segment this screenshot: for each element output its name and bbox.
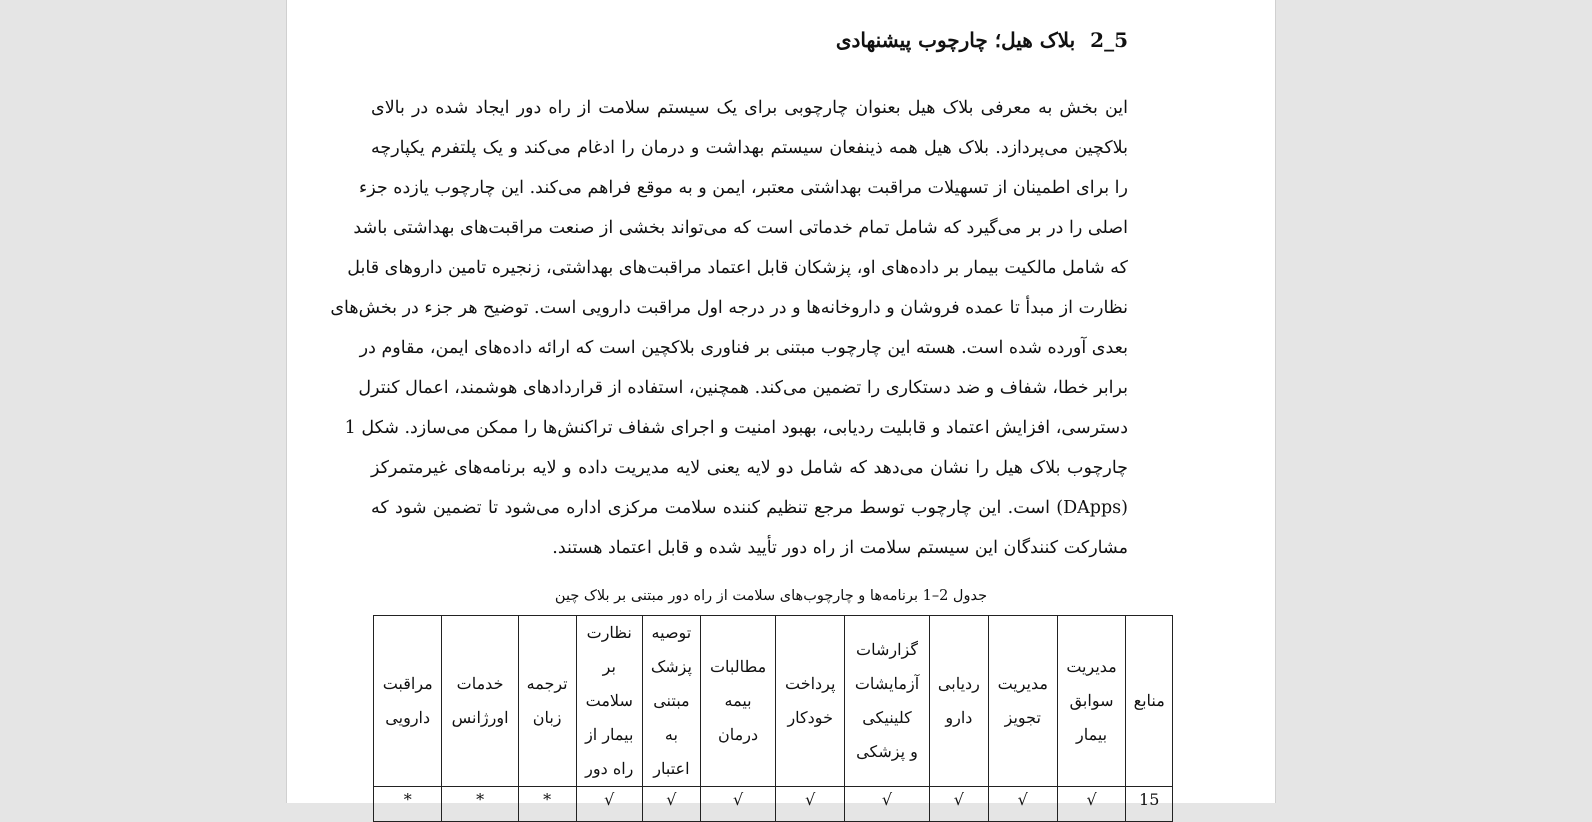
table-header-text: مطالبات (709, 657, 767, 676)
table-header-text: راه دور (585, 759, 634, 778)
table-caption-text: جدول 2–1 برنامه‌ها و چارچوب‌های سلامت از راه دور مبتنی بر بلاک چین (554, 588, 988, 604)
table-cell: √ (929, 787, 988, 822)
section-number: 5_2 (1090, 28, 1128, 52)
table-cell: √ (988, 787, 1057, 822)
table-header-text: دارویی (385, 708, 431, 727)
table-cell: * (442, 787, 518, 822)
table-body (374, 787, 1173, 822)
table-cell: √ (576, 787, 642, 822)
table-header-text: نظارت (586, 623, 632, 642)
table-header-text: زبان (532, 708, 562, 727)
table-header-cell (845, 616, 930, 787)
table-header-cell (929, 616, 988, 787)
table-header-cell (642, 616, 700, 787)
table-cell: * (374, 787, 442, 822)
table-cell: √ (845, 787, 930, 822)
table-header-text: درمان (718, 725, 759, 744)
paragraph-line: بعدی آورده شده است. هسته این چارچوب مبتنی بر فناوری بلاکچین است که ارائه داده‌های ایمن، مقاوم در (359, 338, 1128, 358)
table-header-cell (518, 616, 576, 787)
table-header-text: پزشک (650, 657, 692, 676)
paragraph-line: مشارکت کنندگان این سیستم سلامت از راه دور تأیید شده و قابل اعتماد هستند. (552, 538, 1128, 558)
paragraph-line: این بخش به معرفی بلاک هیل بعنوان چارچوبی برای یک سیستم سلامت از راه دور ایجاد شده در بالای (371, 98, 1128, 118)
table-header-text: گزارشات (856, 640, 918, 659)
table-header-text: بیمار (1075, 725, 1108, 744)
table-header-text: به (664, 725, 678, 744)
table-header-text: سوابق (1069, 691, 1114, 710)
paragraph-line: نظارت از مبدأ تا عمده فروشان و داروخانه‌ها و در درجه اول مراقبت دارویی است. توضیح هر جزء در بخش‌های (330, 298, 1128, 318)
table-header-text: مراقبت (382, 674, 433, 693)
table-header-cell (988, 616, 1057, 787)
paragraph-line: بلاکچین می‌پردازد. بلاک هیل همه ذینفعان سیستم بهداشت و درمان را ادغام می‌کند و یک پلتفرم یکپارچه (371, 138, 1128, 158)
paragraph-line: دسترسی، افزایش اعتماد و قابلیت ردیابی، بهبود امنیت و اجرای شفاف تراکنش‌ها را ممکن می‌سازد. شکل 1 (344, 418, 1128, 438)
paragraph-line: (DApps) است. این چارچوب توسط مرجع تنظیم کننده سلامت مرکزی اداره می‌شود تا تضمین شود که (371, 498, 1128, 518)
paragraph-line: که شامل مالکیت بیمار بر داده‌های او، پزشکان قابل اعتماد مراقبت‌های بهداشتی، زنجیره تامین داروهای قابل (347, 258, 1128, 278)
table-cell: √ (776, 787, 845, 822)
table-header-cell (700, 616, 775, 787)
paragraph-line: را برای اطمینان از تسهیلات مراقبت بهداشتی معتبر، ایمن و به موقع فراهم می‌کند. این چارچوب یازده جزء (359, 178, 1128, 198)
table-header-text: بیمار از (585, 725, 634, 744)
table-header-text: مدیریت (1066, 657, 1117, 676)
paragraph-line: چارچوب بلاک هیل را نشان می‌دهد که شامل دو لایه یعنی لایه مدیریت داده و لایه برنامه‌های غیرمتمرکز (371, 458, 1128, 478)
table-cell: √ (1057, 787, 1126, 822)
section-heading (836, 28, 1128, 52)
table-header-text: توصیه (651, 623, 692, 642)
paragraph-line: برابر خطا، شفاف و ضد دستکاری را تضمین می‌کند. همچنین، استفاده از قراردادهای هوشمند، اعمال کنترل (358, 378, 1128, 398)
table-caption (287, 588, 1275, 604)
section-title: بلاک هیل؛ چارچوب پیشنهادی (835, 28, 1076, 52)
blockchain-frameworks-table (373, 615, 1173, 822)
table-header-text: دارو (945, 708, 973, 727)
table-header-text: خدمات (456, 674, 504, 693)
paragraph-line: اصلی را در بر می‌گیرد که شامل تمام خدماتی است که می‌تواند بخشی از صنعت مراقبت‌های بهداشتی باشد (353, 218, 1128, 238)
table-header-text: اورژانس (451, 708, 509, 727)
table-header-text: مدیریت (997, 674, 1048, 693)
table-header-cell (1057, 616, 1126, 787)
table-header-text: و پزشکی (856, 742, 918, 761)
table-header-text: آزمایشات (854, 674, 920, 693)
table-header-text: تجویز (1004, 708, 1041, 727)
table-header-text: پرداخت (784, 674, 836, 693)
table-cell: * (518, 787, 576, 822)
table-header-text: بیمه (724, 691, 752, 710)
table-cell: √ (700, 787, 775, 822)
table-header-row (374, 616, 1173, 787)
table-header-text: خودکار (787, 708, 833, 727)
table-header-text: سلامت (585, 691, 633, 710)
document-page (286, 0, 1276, 809)
table-header-cell (1126, 616, 1173, 787)
table-header-text: کلینیکی (862, 708, 912, 727)
table-header-text: ترجمه (526, 674, 568, 693)
table-header-text: بر (602, 657, 616, 676)
table-cell: √ (642, 787, 700, 822)
table-header-text: ردیابی (937, 674, 980, 693)
table-header-text: مبتنی (653, 691, 690, 710)
table-header-cell (442, 616, 518, 787)
table-header-cell (374, 616, 442, 787)
table-header-text: منابع (1133, 691, 1165, 710)
table-header-text: اعتبار (653, 759, 690, 778)
table-header-cell (776, 616, 845, 787)
table-header-cell (576, 616, 642, 787)
table-row (374, 787, 1173, 822)
body-paragraph (330, 88, 1128, 568)
table-cell: 15 (1126, 787, 1173, 822)
